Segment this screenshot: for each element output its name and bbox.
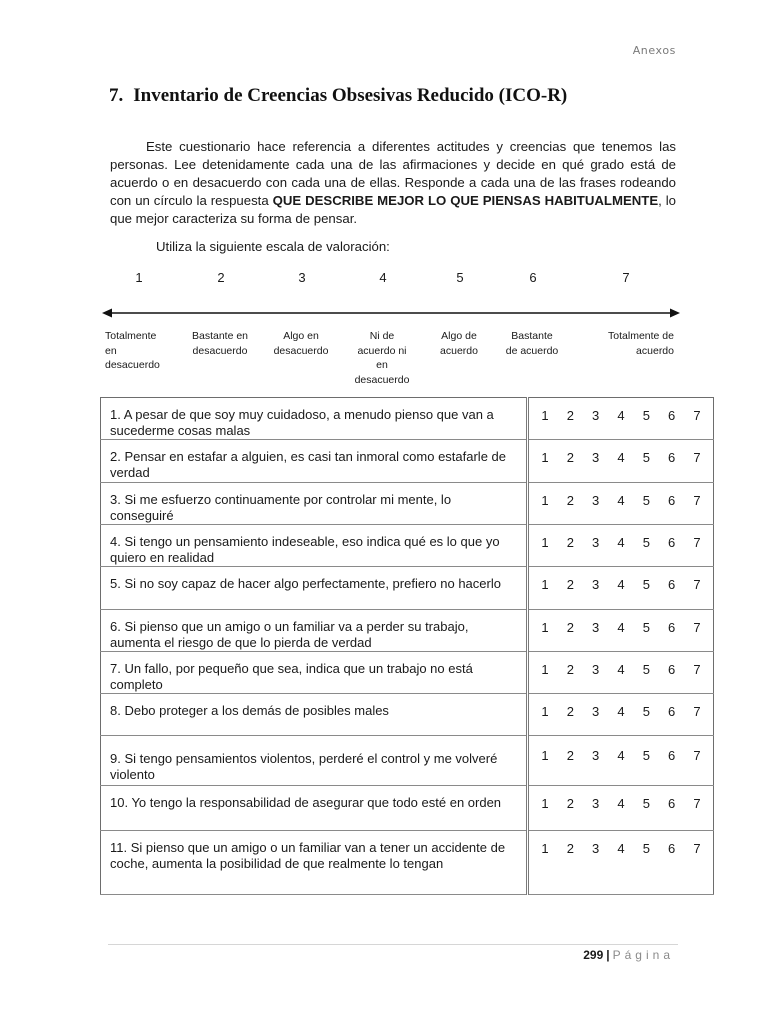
answer-options-row xyxy=(529,662,713,677)
answer-option[interactable]: 1 xyxy=(541,841,549,856)
section-number: 7. xyxy=(109,85,124,106)
answer-option[interactable]: 5 xyxy=(642,493,650,508)
answer-option[interactable]: 7 xyxy=(693,535,701,550)
answer-option[interactable]: 6 xyxy=(668,577,676,592)
item-statement: 3. Si me esfuerzo continuamente por controlar mi mente, lo conseguiré xyxy=(101,483,528,525)
answer-option[interactable]: 4 xyxy=(617,450,625,465)
answer-options xyxy=(528,694,714,736)
intro-text-1: Este cuestionario hace referencia a diferentes actitudes y creencias que tenemos las personas. Lee detenidamente cada una de las afirmaciones y decide en qué grado está de acuerdo o en desacuerdo con cada una de ellas. Responde a cada una de las frases rodeando con un círculo la respuesta xyxy=(110,139,676,208)
answer-option[interactable]: 6 xyxy=(668,704,676,719)
answer-option[interactable]: 5 xyxy=(642,577,650,592)
answer-option[interactable]: 1 xyxy=(541,450,549,465)
table-row xyxy=(101,610,714,652)
answer-options-row xyxy=(529,796,713,811)
answer-option[interactable]: 2 xyxy=(566,748,574,763)
answer-options xyxy=(528,525,714,567)
table-row xyxy=(101,398,714,440)
answer-option[interactable]: 7 xyxy=(693,408,701,423)
answer-options-row xyxy=(529,748,713,763)
answer-options-row xyxy=(529,577,713,592)
answer-options xyxy=(528,831,714,895)
answer-option[interactable]: 3 xyxy=(592,841,600,856)
answer-option[interactable]: 2 xyxy=(566,577,574,592)
scale-label: Algo de acuerdo xyxy=(440,330,478,357)
running-header: Anexos xyxy=(632,44,676,57)
answer-options-row xyxy=(529,535,713,550)
intro-paragraph xyxy=(110,138,676,228)
answer-option[interactable]: 3 xyxy=(592,450,600,465)
answer-option[interactable]: 2 xyxy=(566,796,574,811)
answer-option[interactable]: 6 xyxy=(668,450,676,465)
answer-option[interactable]: 3 xyxy=(592,748,600,763)
questionnaire-table xyxy=(100,397,714,895)
answer-option[interactable]: 7 xyxy=(693,704,701,719)
answer-options xyxy=(528,440,714,483)
answer-option[interactable]: 7 xyxy=(693,577,701,592)
answer-option[interactable]: 5 xyxy=(642,748,650,763)
answer-options xyxy=(528,483,714,525)
footer-divider xyxy=(108,944,678,945)
answer-option[interactable]: 2 xyxy=(566,704,574,719)
answer-options xyxy=(528,786,714,831)
answer-option[interactable]: 1 xyxy=(541,662,549,677)
table-row xyxy=(101,694,714,736)
item-statement: 11. Si pienso que un amigo o un familiar van a tener un accidente de coche, aumenta la posibilidad de que realmente lo tengan xyxy=(101,831,528,895)
answer-option[interactable]: 2 xyxy=(566,408,574,423)
answer-option[interactable]: 2 xyxy=(566,493,574,508)
answer-option[interactable]: 6 xyxy=(668,535,676,550)
answer-option[interactable]: 4 xyxy=(617,408,625,423)
scale-number: 2 xyxy=(217,270,225,285)
item-statement: 5. Si no soy capaz de hacer algo perfectamente, prefiero no hacerlo xyxy=(101,567,528,610)
answer-option[interactable]: 5 xyxy=(642,796,650,811)
answer-option[interactable]: 6 xyxy=(668,796,676,811)
answer-option[interactable]: 4 xyxy=(617,662,625,677)
answer-option[interactable]: 3 xyxy=(592,620,600,635)
table-row xyxy=(101,831,714,895)
answer-option[interactable]: 2 xyxy=(566,841,574,856)
scale-number: 6 xyxy=(529,270,537,285)
item-statement: 1. A pesar de que soy muy cuidadoso, a menudo pienso que van a sucederme cosas malas xyxy=(101,398,528,440)
intro-emphasis: QUE DESCRIBE MEJOR LO QUE PIENSAS HABITUALMENTE xyxy=(272,193,659,208)
scale-label: Bastante de acuerdo xyxy=(505,330,559,357)
scale-intro: Utiliza la siguiente escala de valoración: xyxy=(156,239,390,254)
scale-label: Ni de acuerdo ni en desacuerdo xyxy=(354,330,410,386)
item-statement: 4. Si tengo un pensamiento indeseable, eso indica qué es lo que yo quiero en realidad xyxy=(101,525,528,567)
answer-option[interactable]: 3 xyxy=(592,535,600,550)
scale-number: 1 xyxy=(135,270,143,285)
answer-option[interactable]: 7 xyxy=(693,748,701,763)
answer-option[interactable]: 2 xyxy=(566,662,574,677)
answer-option[interactable]: 7 xyxy=(693,493,701,508)
answer-option[interactable]: 4 xyxy=(617,796,625,811)
scale-label: Bastante en desacuerdo xyxy=(191,330,249,357)
answer-options-row xyxy=(529,493,713,508)
scale-number: 7 xyxy=(622,270,630,285)
table-row xyxy=(101,652,714,694)
answer-option[interactable]: 3 xyxy=(592,408,600,423)
page-footer xyxy=(583,948,674,962)
answer-option[interactable]: 1 xyxy=(541,796,549,811)
answer-option[interactable]: 7 xyxy=(693,796,701,811)
answer-option[interactable]: 6 xyxy=(668,748,676,763)
answer-options xyxy=(528,398,714,440)
answer-options xyxy=(528,567,714,610)
answer-options xyxy=(528,736,714,786)
answer-option[interactable]: 1 xyxy=(541,748,549,763)
table-row xyxy=(101,483,714,525)
answer-options-row xyxy=(529,620,713,635)
answer-option[interactable]: 5 xyxy=(642,841,650,856)
answer-option[interactable]: 4 xyxy=(617,620,625,635)
item-statement: 10. Yo tengo la responsabilidad de asegurar que todo esté en orden xyxy=(101,786,528,831)
answer-option[interactable]: 3 xyxy=(592,704,600,719)
answer-options-row xyxy=(529,841,713,856)
footer-separator: | xyxy=(606,948,610,962)
answer-option[interactable]: 3 xyxy=(592,662,600,677)
scale-number: 5 xyxy=(456,270,464,285)
table-row xyxy=(101,525,714,567)
table-row xyxy=(101,567,714,610)
answer-option[interactable]: 5 xyxy=(642,408,650,423)
answer-option[interactable]: 4 xyxy=(617,841,625,856)
table-row xyxy=(101,786,714,831)
answer-option[interactable]: 7 xyxy=(693,450,701,465)
answer-option[interactable]: 5 xyxy=(642,662,650,677)
answer-option[interactable]: 3 xyxy=(592,577,600,592)
answer-option[interactable]: 5 xyxy=(642,535,650,550)
item-statement: 6. Si pienso que un amigo o un familiar va a perder su trabajo, aumenta el riesgo de que lo pierda de verdad xyxy=(101,610,528,652)
section-title xyxy=(109,85,567,107)
answer-options xyxy=(528,610,714,652)
answer-option[interactable]: 3 xyxy=(592,796,600,811)
answer-option[interactable]: 2 xyxy=(566,535,574,550)
scale-label: Totalmente en desacuerdo xyxy=(105,330,160,372)
scale-number: 3 xyxy=(298,270,306,285)
scale-number: 4 xyxy=(379,270,387,285)
answer-option[interactable]: 4 xyxy=(617,535,625,550)
section-title-text: Inventario de Creencias Obsesivas Reducido (ICO-R) xyxy=(133,85,568,106)
scale-label: Algo en desacuerdo xyxy=(273,330,329,357)
table-row xyxy=(101,736,714,786)
page-word: Página xyxy=(612,948,674,962)
item-statement: 7. Un fallo, por pequeño que sea, indica que un trabajo no está completo xyxy=(101,652,528,694)
answer-option[interactable]: 5 xyxy=(642,704,650,719)
answer-option[interactable]: 7 xyxy=(693,841,701,856)
answer-option[interactable]: 5 xyxy=(642,620,650,635)
answer-option[interactable]: 1 xyxy=(541,620,549,635)
answer-option[interactable]: 6 xyxy=(668,620,676,635)
answer-option[interactable]: 3 xyxy=(592,493,600,508)
answer-options-row xyxy=(529,408,713,423)
answer-option[interactable]: 7 xyxy=(693,662,701,677)
answer-option[interactable]: 4 xyxy=(617,577,625,592)
answer-option[interactable]: 4 xyxy=(617,748,625,763)
item-statement: 9. Si tengo pensamientos violentos, perderé el control y me volveré violento xyxy=(101,736,528,786)
answer-option[interactable]: 7 xyxy=(693,620,701,635)
answer-options xyxy=(528,652,714,694)
table-row xyxy=(101,440,714,483)
answer-option[interactable]: 6 xyxy=(668,493,676,508)
answer-option[interactable]: 1 xyxy=(541,493,549,508)
answer-option[interactable]: 6 xyxy=(668,841,676,856)
item-statement: 2. Pensar en estafar a alguien, es casi tan inmoral como estafarle de verdad xyxy=(101,440,528,483)
answer-option[interactable]: 6 xyxy=(668,408,676,423)
answer-options-row xyxy=(529,450,713,465)
double-arrow-icon xyxy=(102,304,680,322)
answer-option[interactable]: 4 xyxy=(617,704,625,719)
answer-option[interactable]: 2 xyxy=(566,620,574,635)
item-statement: 8. Debo proteger a los demás de posibles males xyxy=(101,694,528,736)
answer-option[interactable]: 5 xyxy=(642,450,650,465)
answer-option[interactable]: 6 xyxy=(668,662,676,677)
scale-label: Totalmente de acuerdo xyxy=(608,330,674,357)
answer-option[interactable]: 2 xyxy=(566,450,574,465)
answer-option[interactable]: 1 xyxy=(541,408,549,423)
answer-option[interactable]: 4 xyxy=(617,493,625,508)
answer-option[interactable]: 1 xyxy=(541,577,549,592)
answer-option[interactable]: 1 xyxy=(541,704,549,719)
answer-option[interactable]: 1 xyxy=(541,535,549,550)
page-number: 299 xyxy=(583,948,604,962)
answer-options-row xyxy=(529,704,713,719)
intro-text-2: , lo que mejor caracteriza su forma de pensar. xyxy=(110,193,676,226)
